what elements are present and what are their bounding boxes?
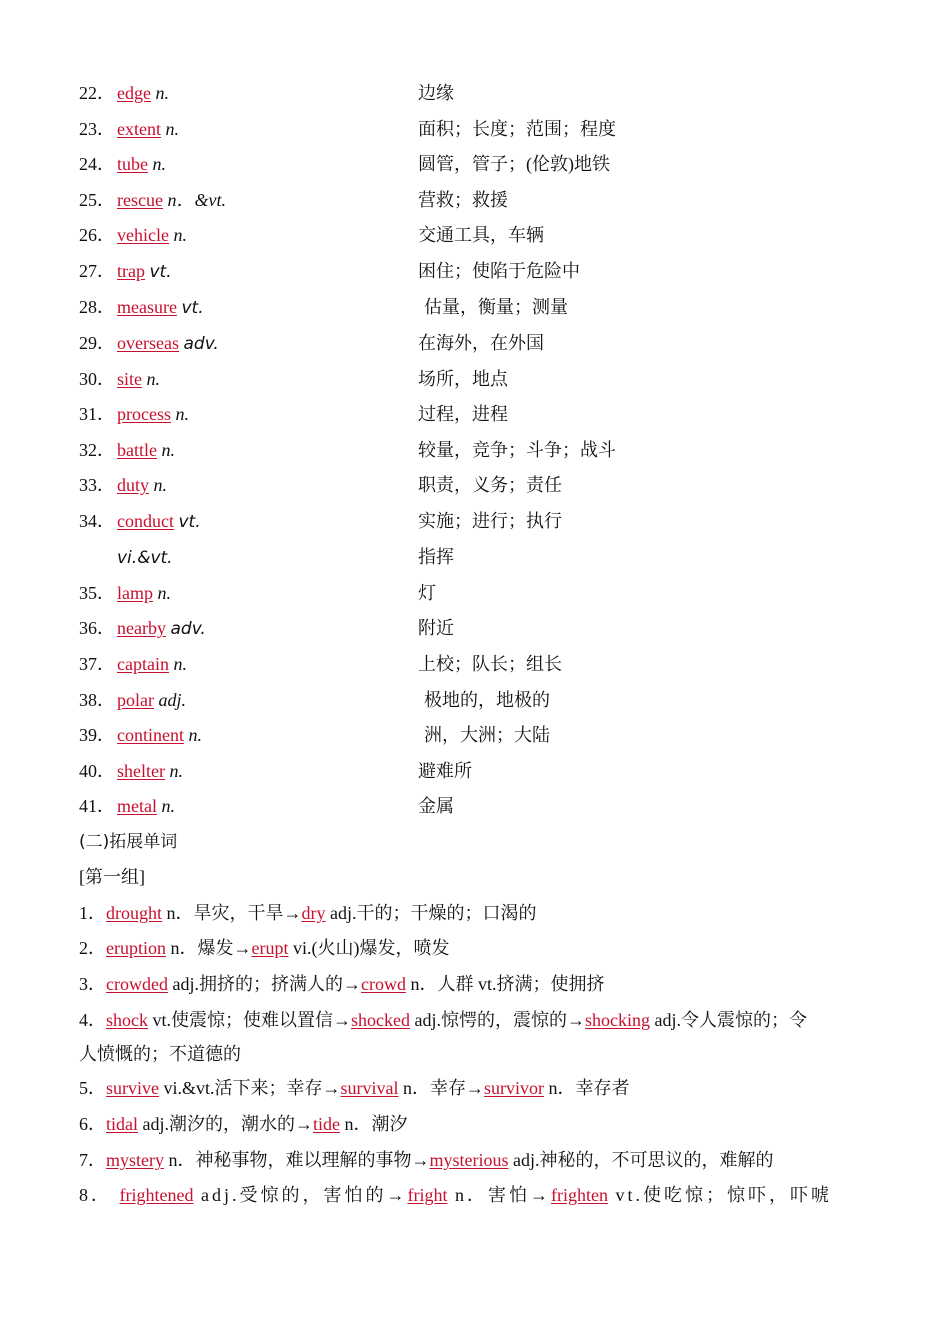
vocab-meaning: 极地的，地极的 (424, 690, 550, 710)
vocab-word: captain (117, 654, 169, 674)
vocab-word: conduct (117, 511, 174, 531)
vocab-pos: n. (157, 583, 171, 603)
vocab-number: 28． (79, 297, 115, 317)
vocab-word: trap (117, 261, 145, 281)
extended-text: vt.使震惊；使难以置信→ (152, 1010, 352, 1030)
extended-word: survival (340, 1078, 399, 1098)
extended-word: frighten (550, 1185, 608, 1205)
vocab-meaning: 困住；使陷于危险中 (418, 261, 580, 281)
extended-text: adj.拥挤的；挤满人的→ (172, 974, 361, 994)
extended-item (79, 933, 871, 963)
extended-word: tidal (106, 1114, 138, 1134)
extended-text: adj.惊愕的，震惊的→ (414, 1010, 585, 1030)
vocab-meaning: 圆管，管子；(伦敦)地铁 (418, 154, 610, 174)
extended-word: erupt (251, 938, 289, 958)
vocab-word: metal (117, 796, 157, 816)
extended-word: shock (106, 1010, 148, 1030)
extended-text: n．害怕→ (454, 1185, 551, 1205)
vocab-number: 23． (79, 119, 115, 139)
vocab-number: 22． (79, 83, 115, 103)
vocab-meaning: 营救；救援 (418, 190, 508, 210)
vocab-meaning: 洲，大洲；大陆 (424, 725, 550, 745)
extended-text: n．幸存→ (403, 1078, 485, 1098)
vocab-word: continent (117, 725, 184, 745)
vocab-pos: adv. (170, 619, 206, 639)
extended-text: adj.潮汐的，潮水的→ (142, 1114, 313, 1134)
vocab-pos: n. (173, 654, 187, 674)
vocab-number: 30． (79, 369, 115, 389)
vocab-word: battle (117, 440, 157, 460)
vocab-meaning: 较量，竞争；斗争；战斗 (418, 440, 616, 460)
extended-text: n．幸存者 (548, 1078, 630, 1098)
vocab-word: duty (117, 475, 150, 495)
vocab-meaning: 交通工具，车辆 (418, 225, 544, 245)
extended-word: shocked (351, 1010, 410, 1030)
extended-word: fright (407, 1185, 448, 1205)
extended-word: crowd (360, 974, 406, 994)
extended-number: 2． (79, 938, 106, 958)
vocab-meaning: 场所，地点 (418, 369, 508, 389)
vocab-meaning: 过程，进程 (418, 404, 508, 424)
vocab-number: 38． (79, 690, 115, 710)
extended-number: 3． (79, 974, 106, 994)
vocab-word: extent (117, 119, 161, 139)
vocab-pos: n. (161, 796, 175, 816)
extended-text: vi.&vt.活下来；幸存→ (163, 1078, 341, 1098)
vocab-meaning: 避难所 (418, 761, 472, 781)
extended-word: mystery (106, 1150, 164, 1170)
extended-text: adj.神秘的，不可思议的，难解的 (513, 1150, 774, 1170)
extended-number: 6． (79, 1114, 106, 1134)
extended-word: dry (301, 903, 326, 923)
vocab-meaning: 在海外，在外国 (418, 333, 544, 353)
vocab-meaning: 灯 (418, 583, 436, 603)
vocab-number: 35． (79, 583, 115, 603)
vocab-number: 41． (79, 796, 115, 816)
vocab-meaning: 面积；长度；范围；程度 (418, 119, 616, 139)
extended-word: mysterious (429, 1150, 509, 1170)
vocab-word: vehicle (117, 225, 169, 245)
group-label: [第一组] (79, 867, 145, 887)
vocab-pos: n. (169, 761, 183, 781)
vocab-word: overseas (117, 333, 179, 353)
extended-word: eruption (106, 938, 166, 958)
extended-number: 8． (79, 1185, 112, 1205)
vocab-word: process (117, 404, 171, 424)
vocab-pos: n. (161, 440, 175, 460)
vocab-pos: n. (152, 154, 166, 174)
vocab-word: lamp (117, 583, 153, 603)
extended-item (79, 1109, 871, 1139)
vocab-meaning: 职责，义务；责任 (418, 475, 562, 495)
vocab-meaning: 上校；队长；组长 (418, 654, 562, 674)
extended-word: survive (106, 1078, 159, 1098)
extended-text: n．爆发→ (170, 938, 252, 958)
vocab-number: 29． (79, 333, 115, 353)
vocab-pos: vt. (149, 262, 172, 282)
extended-text: vt.使吃惊；惊吓，吓唬 (615, 1185, 832, 1205)
extended-word: crowded (106, 974, 168, 994)
extended-text: n．人群 vt.挤满；使拥挤 (410, 974, 605, 994)
vocab-word: rescue (117, 190, 163, 210)
extended-text: vi.(火山)爆发，喷发 (292, 938, 450, 958)
vocab-word: nearby (117, 618, 166, 638)
extended-item (79, 1180, 871, 1210)
vocab-meaning: 指挥 (418, 547, 454, 567)
vocab-pos: n. (146, 369, 160, 389)
vocab-number: 39． (79, 725, 115, 745)
extended-number: 7． (79, 1150, 106, 1170)
vocab-number: 27． (79, 261, 115, 281)
vocab-word: tube (117, 154, 148, 174)
extended-text: n．旱灾，干旱→ (166, 903, 302, 923)
vocab-number: 32． (79, 440, 115, 460)
extended-text: adj.干的；干燥的；口渴的 (330, 903, 537, 923)
vocab-number: 26． (79, 225, 115, 245)
extended-word: tide (313, 1114, 340, 1134)
vocab-number: 37． (79, 654, 115, 674)
extended-item (79, 1073, 871, 1103)
vocab-meaning: 附近 (418, 618, 454, 638)
vocab-number: 36． (79, 618, 115, 638)
extended-item-continuation: 人愤慨的；不道德的 (79, 1044, 241, 1064)
vocab-pos: vt. (181, 298, 204, 318)
vocab-number: 25． (79, 190, 115, 210)
extended-word: shocking (585, 1010, 650, 1030)
extended-text: n．潮汐 (344, 1114, 408, 1134)
extended-number: 5． (79, 1078, 106, 1098)
vocab-number: 24． (79, 154, 115, 174)
section-heading: (二)拓展单词 (79, 832, 178, 852)
vocab-pos: n. (188, 725, 202, 745)
extended-text: adj.受惊的，害怕的→ (200, 1185, 408, 1205)
extended-item (79, 969, 871, 999)
extended-item (79, 898, 871, 928)
vocab-pos: n. (153, 475, 168, 495)
extended-item (79, 1145, 871, 1175)
vocab-word: measure (117, 297, 177, 317)
vocab-number: 40． (79, 761, 115, 781)
vocab-word: site (117, 369, 142, 389)
vocab-pos: adv. (183, 334, 219, 354)
vocab-pos: n．&vt. (167, 190, 226, 210)
vocab-number: 33． (79, 475, 115, 495)
extended-word: frightened (119, 1185, 194, 1205)
extended-number: 1． (79, 903, 106, 923)
vocab-pos: n. (165, 119, 179, 139)
extended-text: adj.令人震惊的；令 (654, 1010, 807, 1030)
vocab-meaning: 金属 (418, 796, 454, 816)
vocab-pos: n. (173, 225, 187, 245)
vocab-pos: n. (175, 404, 189, 424)
vocab-pos: vi.&vt. (117, 548, 173, 568)
vocab-word: polar (117, 690, 154, 710)
vocab-pos: vt. (178, 512, 201, 532)
vocab-number: 34． (79, 511, 115, 531)
vocab-pos: n. (155, 83, 169, 103)
vocab-meaning: 边缘 (418, 83, 454, 103)
extended-word: drought (106, 903, 162, 923)
vocab-pos: adj. (158, 690, 186, 710)
extended-item (79, 1005, 871, 1035)
extended-word: survivor (484, 1078, 545, 1098)
vocab-word: edge (117, 83, 151, 103)
extended-text: n．神秘事物，难以理解的事物→ (168, 1150, 430, 1170)
vocab-meaning: 实施；进行；执行 (418, 511, 562, 531)
vocab-word: shelter (117, 761, 165, 781)
extended-number: 4． (79, 1010, 106, 1030)
vocab-meaning: 估量，衡量；测量 (424, 297, 568, 317)
vocab-number: 31． (79, 404, 115, 424)
